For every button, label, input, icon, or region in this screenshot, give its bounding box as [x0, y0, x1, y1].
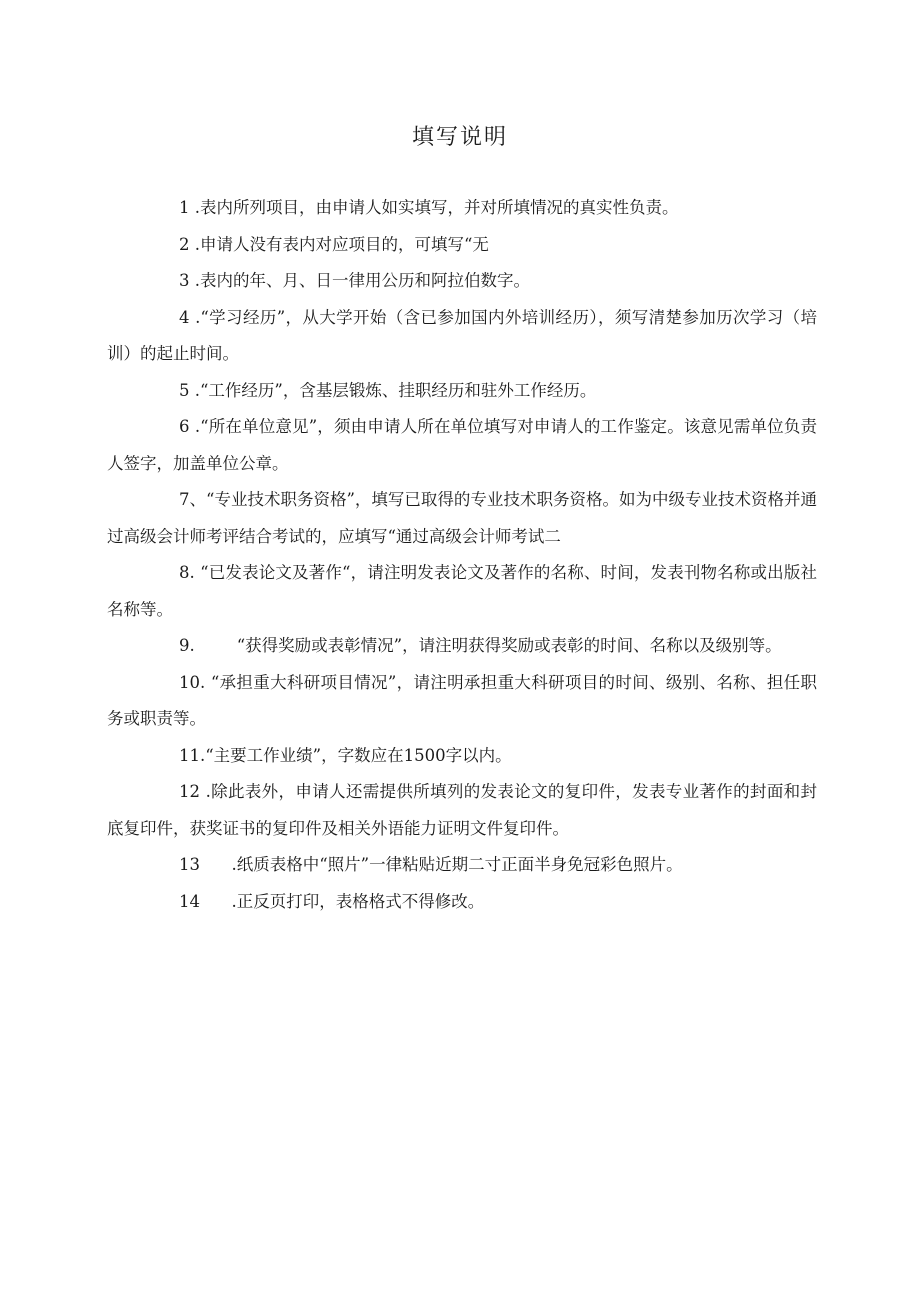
item-text: .“学习经历”，从大学开始（含已参加国内外培训经历），须写清楚参加历次学习（培训）的起止时间。	[107, 307, 817, 363]
instruction-item	[107, 263, 817, 300]
item-text: “获得奖励或表彰情况”，请注明获得奖励或表彰的时间、名称以及级别等。	[194, 636, 782, 655]
item-number: 12	[179, 782, 200, 801]
item-text: “主要工作业绩”，字数应在1500字以内。	[205, 745, 512, 765]
document-title: 填写说明	[411, 125, 508, 150]
instruction-item	[107, 665, 817, 738]
item-number: 14	[179, 891, 200, 911]
item-text: .表内所列项目，由申请人如实填写，并对所填情况的真实性负责。	[189, 198, 679, 217]
instruction-item	[107, 884, 817, 921]
instruction-item	[107, 190, 817, 227]
item-text: “专业技术职务资格”，填写已取得的专业技术职务资格。如为中级专业技术资格并通过高级会计师考评结合考试的，应填写“通过高级会计师考试二	[107, 490, 817, 546]
instruction-item	[107, 409, 817, 482]
item-text: .申请人没有表内对应项目的，可填写“无	[189, 234, 489, 254]
item-text: “承担重大科研项目情况”，请注明承担重大科研项目的时间、级别、名称、担任职务或职责等。	[107, 672, 817, 728]
item-text: .“所在单位意见”，须由申请人所在单位填写对申请人的工作鉴定。该意见需单位负责人签字，加盖单位公章。	[107, 417, 817, 473]
item-number: 10.	[179, 672, 206, 692]
item-text: .除此表外，申请人还需提供所填列的发表论文的复印件，发表专业著作的封面和封底复印件，获奖证书的复印件及相关外语能力证明文件复印件。	[107, 782, 817, 838]
instruction-item	[107, 774, 817, 847]
instruction-item	[107, 300, 817, 373]
item-number: 8.	[179, 563, 195, 582]
item-text: “已发表论文及著作“，请注明发表论文及著作的名称、时间，发表刊物名称或出版社名称等。	[107, 563, 817, 619]
item-number: 3	[179, 271, 190, 290]
item-number: 9.	[179, 636, 195, 655]
item-text: .“工作经历”，含基层锻炼、挂职经历和驻外工作经历。	[189, 380, 597, 400]
item-number: 11.	[179, 745, 206, 765]
item-number: 4	[179, 307, 190, 327]
item-number: 13	[179, 855, 200, 874]
item-text: .正反页打印，表格格式不得修改。	[200, 891, 485, 911]
item-number: 5	[179, 380, 190, 400]
instruction-item	[107, 555, 817, 628]
instruction-item	[107, 738, 817, 775]
instruction-item	[107, 373, 817, 410]
instruction-list	[107, 190, 817, 920]
item-text: .表内的年、月、日一律用公历和阿拉伯数字。	[189, 271, 530, 290]
item-number: 2	[179, 234, 190, 254]
instruction-item	[107, 227, 817, 264]
instruction-item	[107, 847, 817, 884]
item-text: .纸质表格中“照片”一律粘贴近期二寸正面半身免冠彩色照片。	[200, 855, 683, 874]
instruction-item	[107, 482, 817, 555]
instruction-item	[107, 628, 817, 665]
item-number: 7、	[179, 490, 206, 509]
item-number: 1	[179, 198, 190, 217]
item-number: 6	[179, 417, 190, 436]
